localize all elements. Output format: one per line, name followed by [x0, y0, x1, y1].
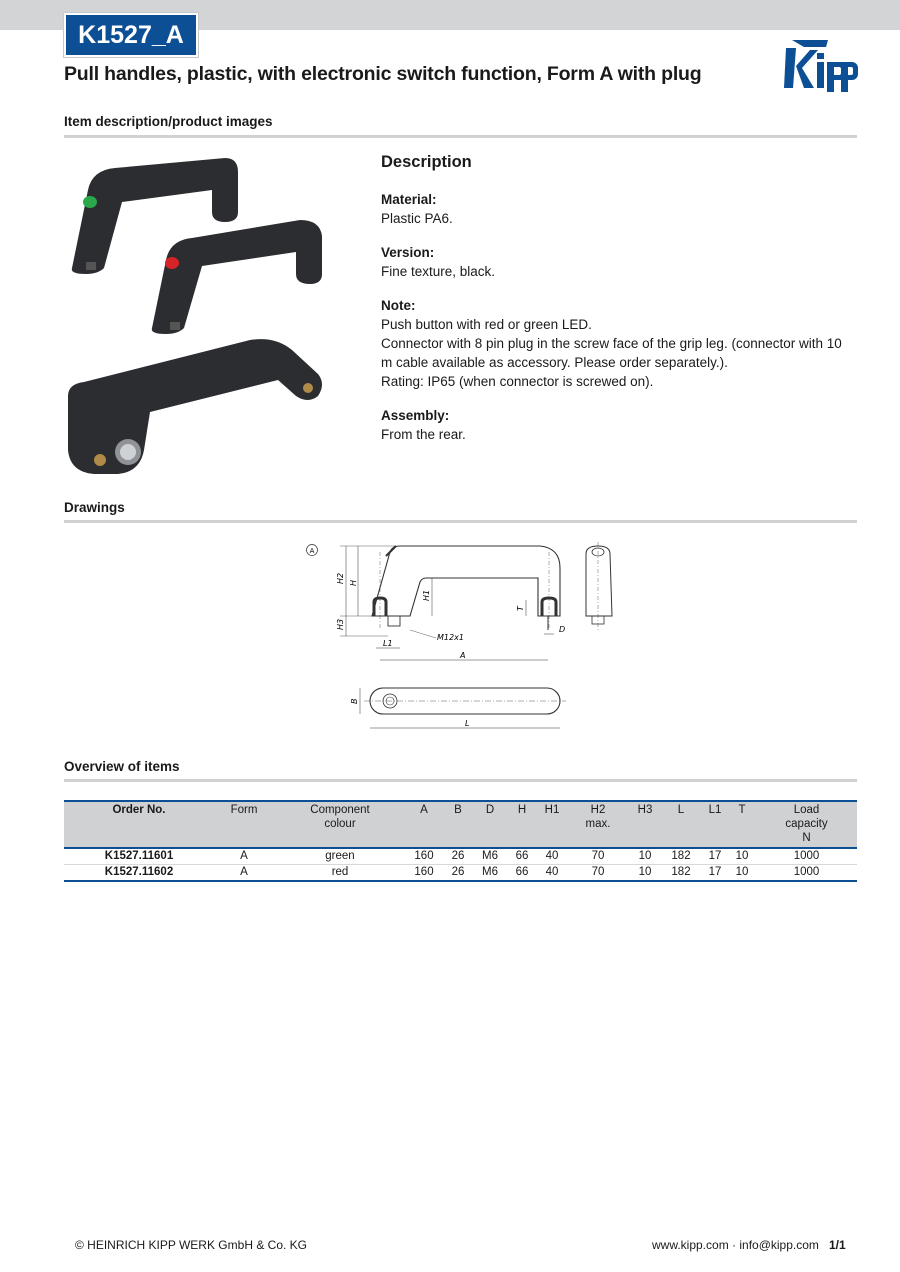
handle-plug-image	[68, 339, 322, 474]
col-d: D	[474, 801, 506, 848]
page-title: Pull handles, plastic, with electronic switch function, Form A with plug	[64, 63, 702, 85]
cell-h: 66	[506, 848, 538, 865]
article-badge: K1527_A	[64, 13, 198, 57]
col-h1: H1	[538, 801, 566, 848]
note-block	[381, 296, 851, 391]
cell-order-no: K1527.11602	[64, 865, 214, 882]
col-colour: Component colour	[274, 801, 406, 848]
cell-l1: 17	[702, 848, 728, 865]
technical-drawing	[300, 538, 620, 738]
dim-l1: L1	[383, 639, 393, 648]
product-images	[60, 150, 325, 480]
col-l1: L1	[702, 801, 728, 848]
cell-load: 1000	[756, 848, 857, 865]
dim-t: T	[516, 606, 525, 611]
table-header-row	[64, 801, 857, 848]
version-block	[381, 243, 851, 281]
col-order-no: Order No.	[64, 801, 214, 848]
handle-red-image	[152, 220, 322, 334]
footer-copyright: © HEINRICH KIPP WERK GmbH & Co. KG	[75, 1238, 307, 1252]
dim-l: L	[465, 719, 470, 728]
red-led-icon	[165, 257, 179, 269]
col-h3: H3	[630, 801, 660, 848]
cell-h3: 10	[630, 848, 660, 865]
cell-d: M6	[474, 848, 506, 865]
cell-form: A	[214, 848, 274, 865]
dim-h2: H2	[336, 572, 345, 584]
section-overview: Overview of items	[64, 759, 180, 774]
section-drawings: Drawings	[64, 500, 125, 515]
cell-order-no: K1527.11601	[64, 848, 214, 865]
section-rule	[64, 779, 857, 782]
dim-a: A	[460, 651, 466, 660]
cell-h1: 40	[538, 848, 566, 865]
footer-page-number: 1/1	[829, 1238, 846, 1252]
cell-colour: red	[274, 865, 406, 882]
assembly-label: Assembly:	[381, 408, 450, 423]
cell-h3: 10	[630, 865, 660, 882]
section-rule	[64, 520, 857, 523]
green-led-icon	[83, 196, 97, 208]
note-label: Note:	[381, 298, 416, 313]
table-row	[64, 865, 857, 882]
kipp-logo	[784, 38, 858, 92]
section-item-description: Item description/product images	[64, 114, 273, 129]
col-load: Load capacity N	[756, 801, 857, 848]
dim-h1: H1	[422, 589, 431, 601]
cell-form: A	[214, 865, 274, 882]
material-block	[381, 190, 851, 228]
cell-t: 10	[728, 848, 756, 865]
description-panel	[381, 153, 851, 459]
version-text: Fine texture, black.	[381, 264, 496, 279]
form-marker-label: A	[309, 547, 315, 555]
cell-t: 10	[728, 865, 756, 882]
dim-b: B	[350, 698, 359, 704]
assembly-block	[381, 406, 851, 444]
col-a: A	[406, 801, 442, 848]
table-row	[64, 848, 857, 865]
dim-d: D	[559, 625, 566, 634]
footer-contact[interactable]: www.kipp.com · info@kipp.com	[652, 1238, 819, 1252]
cell-l: 182	[660, 865, 702, 882]
col-h: H	[506, 801, 538, 848]
items-table	[64, 800, 857, 882]
cell-a: 160	[406, 848, 442, 865]
cell-d: M6	[474, 865, 506, 882]
col-b: B	[442, 801, 474, 848]
dim-h: H	[349, 579, 358, 586]
description-heading: Description	[381, 153, 472, 171]
dim-thread: M12x1	[437, 633, 464, 642]
dim-h3: H3	[336, 618, 345, 630]
material-label: Material:	[381, 192, 437, 207]
col-l: L	[660, 801, 702, 848]
note-text-3: Rating: IP65 (when connector is screwed on).	[381, 374, 654, 389]
note-text-2: Connector with 8 pin plug in the screw face of the grip leg. (connector with 10 m cable available as accessory. Please order separately.).	[381, 336, 842, 370]
cell-b: 26	[442, 848, 474, 865]
cell-h: 66	[506, 865, 538, 882]
cell-colour: green	[274, 848, 406, 865]
cell-h1: 40	[538, 865, 566, 882]
col-form: Form	[214, 801, 274, 848]
section-rule	[64, 135, 857, 138]
cell-b: 26	[442, 865, 474, 882]
note-text-1: Push button with red or green LED.	[381, 317, 592, 332]
material-text: Plastic PA6.	[381, 211, 453, 226]
cell-a: 160	[406, 865, 442, 882]
cell-l: 182	[660, 848, 702, 865]
cell-l1: 17	[702, 865, 728, 882]
cell-load: 1000	[756, 865, 857, 882]
assembly-text: From the rear.	[381, 427, 466, 442]
version-label: Version:	[381, 245, 435, 260]
col-t: T	[728, 801, 756, 848]
col-h2: H2 max.	[566, 801, 630, 848]
cell-h2: 70	[566, 865, 630, 882]
cell-h2: 70	[566, 848, 630, 865]
